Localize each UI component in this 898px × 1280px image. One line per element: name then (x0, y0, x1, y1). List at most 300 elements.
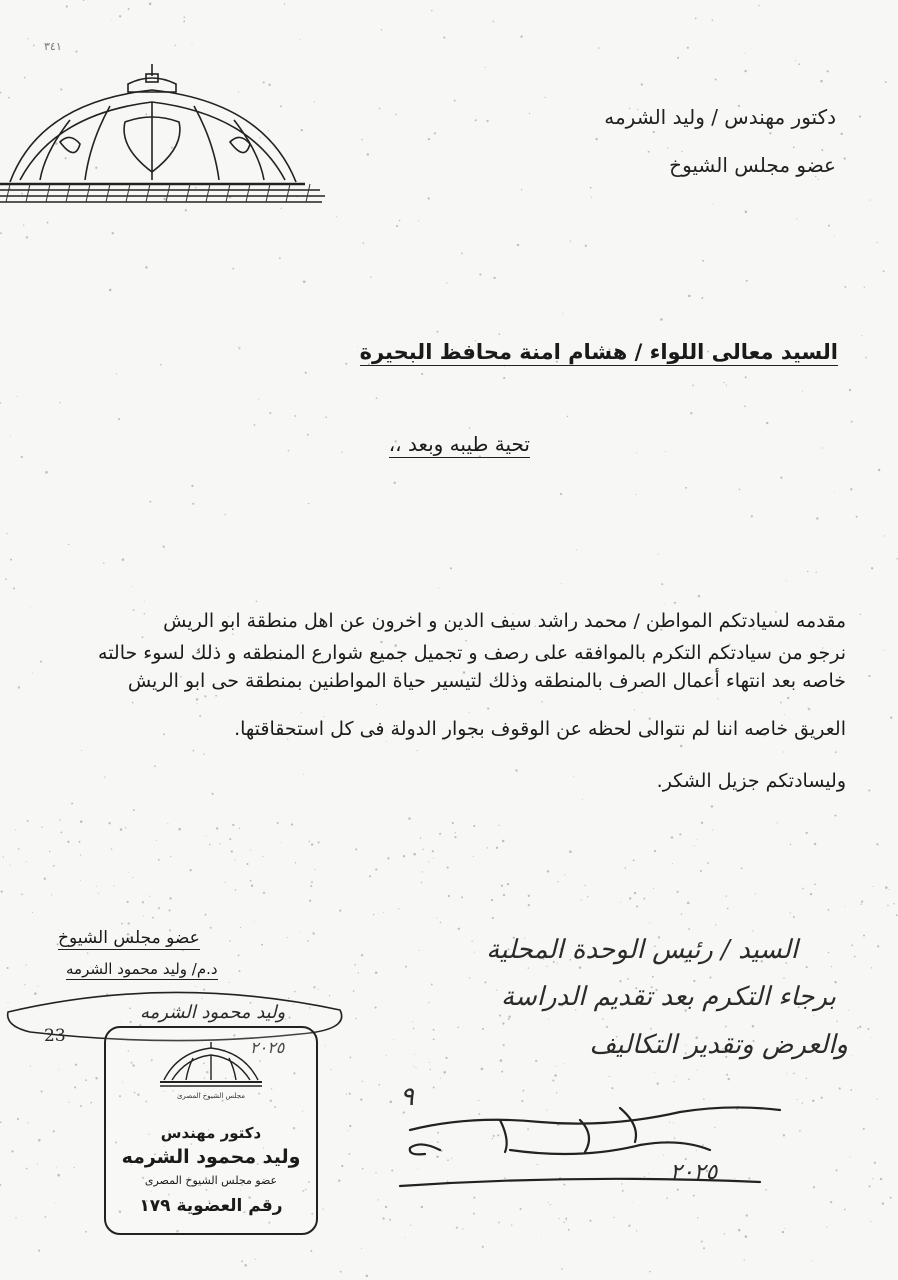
scan-speckle (7, 967, 9, 969)
scan-speckle (665, 451, 666, 452)
scan-speckle (0, 1184, 1, 1186)
scan-speckle (685, 487, 687, 489)
scan-speckle (450, 567, 452, 569)
scan-speckle (780, 476, 782, 478)
scan-speckle (154, 765, 156, 767)
scan-speckle (229, 940, 231, 942)
scan-speckle (37, 1163, 38, 1164)
scan-speckle (560, 493, 562, 495)
scan-speckle (503, 377, 505, 379)
scan-speckle (702, 260, 704, 262)
scan-speckle (437, 331, 439, 333)
scan-speckle (308, 503, 309, 504)
scan-speckle (17, 396, 18, 397)
scan-speckle (828, 225, 830, 227)
scan-speckle (790, 844, 791, 845)
scan-speckle (861, 903, 863, 905)
scan-speckle (806, 832, 808, 834)
scan-speckle (629, 897, 631, 899)
scan-speckle (755, 893, 756, 894)
scan-speckle (589, 1220, 591, 1222)
body-line-3: خاصه بعد انتهاء أعمال الصرف بالمنطقه وذلك لتيسير حياة المواطنين بمنطقة حى ابو الريش (127, 670, 846, 692)
scan-speckle (452, 822, 454, 824)
handwritten-signature-name: وليد محمود الشرمه (140, 1002, 286, 1023)
scan-speckle (59, 819, 61, 821)
scan-speckle (225, 882, 226, 883)
scan-speckle (569, 850, 572, 853)
scan-speckle (511, 1224, 512, 1225)
scan-speckle (741, 867, 743, 869)
scan-speckle (712, 830, 713, 831)
scan-speckle (44, 877, 46, 879)
scan-speckle (587, 896, 588, 897)
scan-speckle (821, 149, 823, 151)
scan-speckle (634, 709, 635, 710)
scan-speckle (701, 1241, 703, 1243)
scan-speckle (113, 885, 114, 886)
scan-speckle (386, 741, 387, 742)
scan-speckle (844, 286, 846, 288)
scan-speckle (628, 1225, 630, 1227)
scan-speckle (239, 828, 240, 829)
handwritten-note-line-2: برجاء التكرم بعد تقديم الدراسة (501, 982, 836, 1012)
scan-speckle (375, 868, 377, 870)
scan-speckle (598, 47, 600, 49)
scan-speckle (528, 895, 530, 897)
scan-speckle (167, 823, 168, 824)
scan-speckle (144, 613, 145, 614)
scan-speckle (128, 8, 130, 10)
scan-speckle (745, 211, 748, 214)
scan-speckle (354, 964, 356, 966)
scan-speckle (433, 1038, 435, 1040)
scan-speckle (447, 867, 449, 869)
scan-speckle (479, 273, 481, 275)
scan-speckle (643, 898, 645, 900)
scan-speckle (420, 837, 421, 838)
scan-speckle (515, 769, 517, 771)
scan-speckle (45, 471, 48, 474)
scan-speckle (752, 1025, 755, 1028)
scan-speckle (386, 1055, 387, 1056)
scan-speckle (840, 133, 842, 135)
scan-speckle (565, 1218, 567, 1220)
scan-speckle (868, 789, 870, 791)
scan-speckle (3, 856, 4, 857)
scan-speckle (738, 1229, 741, 1232)
scan-speckle (883, 270, 885, 272)
scan-speckle (376, 704, 377, 705)
scan-speckle (448, 895, 450, 897)
scan-speckle (548, 1202, 549, 1203)
stamp-line-4: رقم العضوية ١٧٩ (139, 1196, 283, 1216)
scan-speckle (654, 850, 656, 852)
scan-speckle (203, 754, 204, 755)
scan-speckle (119, 15, 121, 17)
scan-speckle (648, 151, 650, 153)
scan-speckle (567, 416, 569, 418)
scan-speckle (863, 1128, 865, 1130)
scan-speckle (331, 1069, 332, 1070)
scan-speckle (446, 282, 447, 283)
scan-speckle (367, 153, 369, 155)
scan-speckle (658, 553, 659, 554)
scan-speckle (128, 922, 130, 924)
scan-speckle (370, 276, 371, 277)
scan-speckle (487, 708, 489, 710)
scan-speckle (196, 698, 199, 701)
scan-speckle (287, 937, 288, 938)
scan-speckle (672, 863, 673, 864)
scan-speckle (877, 945, 879, 947)
scan-speckle (457, 1027, 459, 1029)
scan-speckle (204, 695, 206, 697)
scan-speckle (85, 1231, 87, 1233)
scan-speckle (552, 1079, 554, 1081)
scan-speckle (303, 774, 304, 775)
scan-speckle (873, 886, 874, 887)
scan-speckle (120, 828, 123, 831)
scan-speckle (255, 1259, 256, 1260)
scan-speckle (75, 1064, 77, 1066)
scan-speckle (415, 1067, 416, 1068)
scan-speckle (232, 824, 234, 826)
scan-speckle (170, 856, 171, 857)
scan-speckle (726, 1074, 728, 1076)
scan-speckle (520, 1208, 522, 1210)
scan-speckle (541, 1235, 542, 1236)
scan-speckle (422, 871, 423, 872)
scan-speckle (220, 843, 221, 844)
scan-speckle (654, 1072, 655, 1073)
scan-speckle (41, 1091, 43, 1093)
scan-speckle (614, 1217, 615, 1218)
scan-speckle (74, 1086, 76, 1088)
scan-speckle (880, 1178, 882, 1180)
scan-speckle (13, 587, 15, 589)
scan-speckle (284, 3, 285, 4)
scan-speckle (262, 856, 263, 857)
scan-speckle (657, 1083, 659, 1085)
scan-speckle (169, 897, 171, 899)
scan-speckle (240, 927, 241, 928)
scan-speckle (428, 861, 429, 862)
scan-speckle (787, 697, 789, 699)
scan-speckle (347, 1130, 348, 1131)
scan-speckle (32, 673, 33, 674)
scan-speckle (839, 1087, 841, 1089)
scan-speckle (10, 865, 11, 866)
scan-speckle (15, 1217, 16, 1218)
scan-speckle (428, 138, 430, 140)
scan-speckle (454, 100, 456, 102)
scan-speckle (419, 950, 420, 951)
scan-speckle (777, 822, 778, 823)
scan-speckle (21, 893, 23, 895)
scan-speckle (458, 928, 460, 930)
scan-speckle (712, 20, 714, 22)
scan-speckle (1, 891, 3, 893)
scan-speckle (143, 915, 144, 916)
scan-speckle (890, 1197, 892, 1199)
scan-speckle (715, 924, 716, 925)
scan-speckle (430, 1069, 431, 1070)
scan-speckle (859, 115, 861, 117)
official-stamp (104, 1026, 318, 1235)
scan-speckle (870, 1221, 871, 1222)
body-line-4: العريق خاصه اننا لم نتوالى لحظه عن الوقوف بجوار الدولة فى كل استحقاقتها. (234, 718, 846, 740)
scan-speckle (85, 1079, 87, 1081)
scan-speckle (641, 692, 642, 693)
scan-speckle (877, 1099, 878, 1100)
scan-speckle (310, 1250, 312, 1252)
scan-speckle (694, 846, 695, 847)
scan-speckle (375, 1172, 376, 1173)
scan-speckle (385, 1206, 387, 1208)
scan-speckle (95, 1077, 97, 1079)
scan-speckle (160, 364, 162, 366)
scan-speckle (111, 19, 112, 20)
scan-speckle (850, 1089, 852, 1091)
scan-speckle (428, 1002, 429, 1003)
scan-speckle (133, 609, 135, 611)
scan-speckle (15, 829, 16, 830)
scan-speckle (341, 1165, 343, 1167)
scan-speckle (591, 197, 592, 198)
scan-speckle (349, 1153, 351, 1155)
scan-speckle (784, 714, 785, 715)
scan-speckle (21, 456, 23, 458)
scan-speckle (878, 469, 880, 471)
scan-speckle (27, 1122, 28, 1123)
scan-speckle (474, 952, 475, 953)
scan-speckle (311, 843, 313, 845)
scan-speckle (399, 220, 401, 222)
scan-speckle (149, 501, 151, 503)
scan-speckle (315, 869, 316, 870)
scan-speckle (712, 203, 713, 204)
scan-speckle (746, 1214, 748, 1216)
scan-speckle (851, 944, 853, 946)
scan-speckle (609, 1076, 610, 1077)
scan-speckle (0, 1121, 2, 1123)
scan-speckle (49, 851, 50, 852)
scan-speckle (717, 698, 718, 699)
scan-speckle (810, 893, 812, 895)
scan-speckle (482, 1028, 484, 1030)
scan-speckle (318, 841, 320, 843)
scan-speckle (869, 1185, 871, 1187)
scan-speckle (780, 702, 782, 704)
scan-speckle (26, 861, 27, 862)
scan-speckle (581, 899, 582, 900)
scan-speckle (44, 1216, 46, 1218)
scan-speckle (244, 1264, 247, 1267)
scan-speckle (517, 244, 519, 246)
scan-speckle (294, 415, 296, 417)
scan-speckle (418, 220, 419, 221)
scan-speckle (309, 841, 310, 842)
scan-speckle (443, 37, 445, 39)
scan-speckle (361, 954, 363, 956)
scan-speckle (834, 236, 835, 237)
scan-speckle (528, 967, 529, 968)
scan-speckle (142, 901, 144, 903)
scan-speckle (41, 827, 42, 828)
scan-speckle (813, 1186, 815, 1188)
scan-speckle (861, 901, 863, 903)
scan-speckle (30, 606, 31, 607)
scan-speckle (412, 1021, 413, 1022)
scan-speckle (871, 1037, 872, 1038)
scan-speckle (80, 820, 83, 823)
scan-speckle (816, 517, 818, 519)
scan-speckle (570, 240, 571, 241)
scan-speckle (80, 1105, 82, 1107)
scan-speckle (305, 372, 307, 374)
closing-line: وليسادتكم جزيل الشكر. (656, 770, 846, 792)
scan-speckle (744, 53, 745, 54)
scan-speckle (641, 83, 643, 85)
scan-speckle (251, 884, 253, 886)
scan-speckle (434, 132, 436, 134)
scan-speckle (491, 899, 493, 901)
scan-speckle (802, 391, 803, 392)
scan-speckle (795, 60, 796, 61)
scan-speckle (744, 70, 746, 72)
scan-speckle (382, 1217, 384, 1219)
scan-speckle (80, 854, 81, 855)
scan-speckle (667, 147, 668, 148)
scan-speckle (561, 583, 562, 584)
scan-speckle (848, 1010, 849, 1011)
scan-speckle (814, 883, 816, 885)
scan-speckle (869, 200, 870, 201)
handwritten-initials: ٩ (400, 1082, 414, 1112)
scan-speckle (546, 966, 547, 967)
scan-speckle (562, 313, 563, 314)
scan-speckle (814, 843, 816, 845)
scan-speckle (378, 1084, 380, 1086)
scan-speckle (564, 1221, 565, 1222)
scan-speckle (396, 225, 398, 227)
scan-speckle (469, 427, 470, 428)
scan-speckle (806, 966, 808, 968)
scan-speckle (502, 840, 505, 843)
scan-speckle (635, 494, 636, 495)
scan-speckle (309, 900, 311, 902)
scan-speckle (634, 892, 636, 894)
scan-speckle (74, 1167, 75, 1168)
scan-speckle (38, 1139, 41, 1142)
scan-speckle (864, 287, 865, 288)
scan-speckle (677, 57, 679, 59)
scan-speckle (103, 563, 104, 564)
scan-speckle (625, 867, 627, 869)
scan-speckle (215, 695, 217, 697)
scan-speckle (854, 956, 856, 958)
scan-speckle (482, 1246, 484, 1248)
scan-speckle (168, 909, 170, 911)
scan-speckle (325, 416, 327, 418)
scan-speckle (834, 491, 835, 492)
scan-speckle (433, 1029, 435, 1031)
scan-speckle (142, 636, 144, 638)
scan-speckle (27, 820, 29, 822)
scan-speckle (671, 836, 673, 838)
scan-speckle (802, 1102, 803, 1103)
scan-speckle (535, 1060, 537, 1062)
scan-speckle (346, 1094, 347, 1095)
body-line-2: نرجو من سيادتكم التكرم بالموافقه على رصف و تجميل جميع شوارع المنطقه و ذلك لسوء حالته (98, 642, 846, 664)
scan-speckle (355, 848, 357, 850)
scan-speckle (68, 544, 69, 545)
scan-speckle (443, 1071, 446, 1074)
scan-speckle (132, 702, 134, 704)
scan-speckle (692, 385, 694, 387)
scan-speckle (584, 885, 585, 886)
scan-speckle (853, 1055, 854, 1056)
scan-speckle (790, 912, 791, 913)
scan-speckle (857, 1027, 859, 1029)
scan-speckle (350, 1057, 352, 1059)
scan-speckle (850, 488, 852, 490)
scan-speckle (564, 874, 565, 875)
scan-speckle (793, 916, 795, 918)
scan-speckle (674, 602, 676, 604)
scan-speckle (783, 751, 784, 752)
scan-speckle (484, 981, 486, 983)
scan-speckle (206, 835, 207, 836)
scan-speckle (493, 21, 495, 23)
scan-speckle (681, 151, 682, 152)
scan-speckle (254, 921, 255, 922)
scan-speckle (47, 222, 49, 224)
scan-speckle (149, 3, 152, 6)
scan-speckle (235, 889, 237, 891)
scan-speckle (661, 583, 663, 585)
scan-speckle (844, 157, 846, 159)
scan-speckle (871, 567, 873, 569)
scan-speckle (786, 580, 787, 581)
sender-title: عضو مجلس الشيوخ (669, 153, 836, 177)
scan-speckle (865, 357, 867, 359)
scan-speckle (144, 601, 145, 602)
scan-speckle (493, 277, 495, 279)
scan-speckle (868, 675, 870, 677)
scan-speckle (440, 1078, 441, 1079)
scan-speckle (263, 892, 265, 894)
scan-speckle (349, 1093, 351, 1095)
scan-speckle (752, 930, 753, 931)
scan-speckle (507, 883, 509, 885)
scan-speckle (175, 45, 176, 46)
scan-speckle (681, 913, 683, 915)
scan-speckle (361, 139, 363, 141)
scan-speckle (158, 859, 160, 861)
scan-speckle (715, 78, 717, 80)
senate-dome-icon (0, 62, 330, 207)
scan-speckle (896, 914, 898, 916)
scan-speckle (660, 318, 663, 321)
scan-speckle (429, 1062, 430, 1063)
scan-speckle (725, 1026, 727, 1028)
scan-speckle (807, 707, 808, 708)
stamp-emblem-icon (158, 1040, 264, 1090)
scan-speckle (116, 373, 117, 374)
scan-speckle (812, 1260, 813, 1261)
scan-speckle (887, 905, 888, 906)
